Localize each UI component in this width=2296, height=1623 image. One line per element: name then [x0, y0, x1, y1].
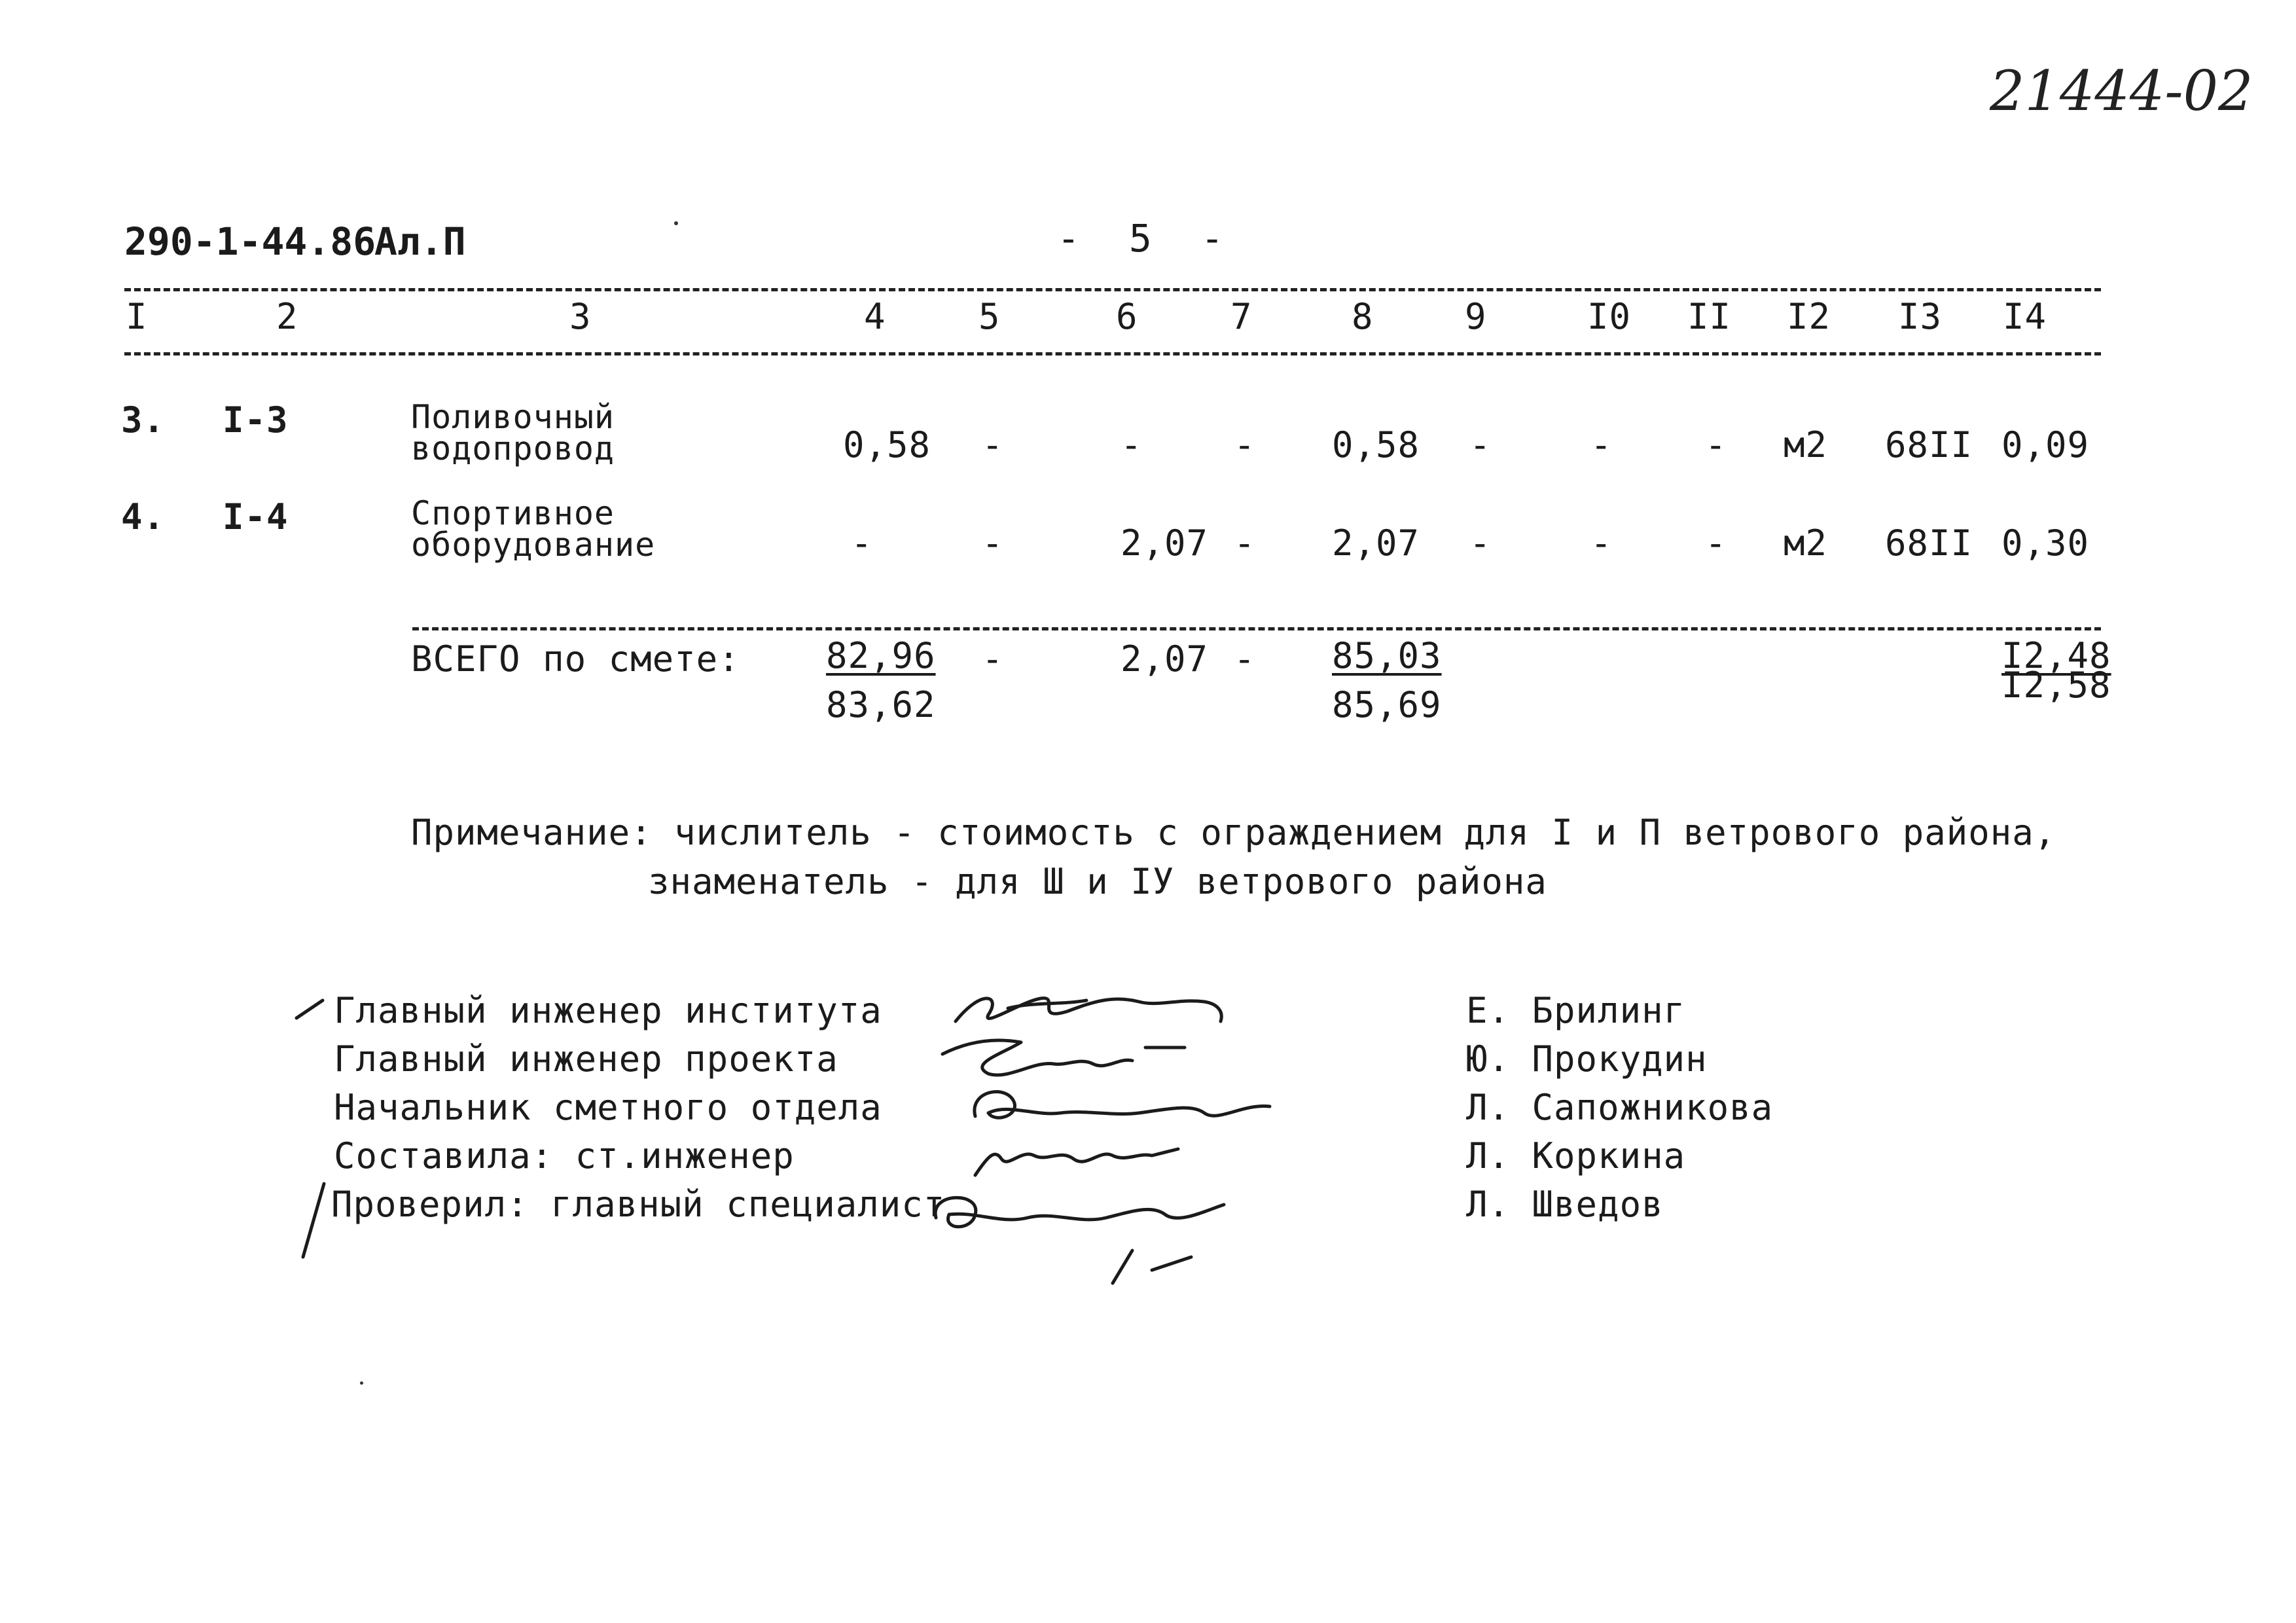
col-header-6: 6 — [1116, 296, 1138, 337]
cell-col10: - — [1590, 522, 1613, 564]
col-header-13: I3 — [1898, 296, 1943, 337]
total-col8-denominator: 85,69 — [1332, 684, 1442, 725]
table-header-rule — [124, 352, 2101, 356]
signatory-role: Проверил: главный специалист — [331, 1184, 946, 1225]
cell-col13: 68II — [1885, 522, 1973, 564]
cell-col11: - — [1705, 522, 1727, 564]
total-col4-numerator: 82,96 — [826, 635, 936, 676]
cell-col9: - — [1469, 424, 1492, 465]
cell-col4: - — [851, 522, 873, 564]
margin-tick-mark — [293, 995, 326, 1021]
row-code: I-3 — [223, 399, 289, 441]
cell-col13: 68II — [1885, 424, 1973, 465]
sheet-label: Ал.П — [374, 219, 466, 264]
page-number: - 5 - — [1057, 216, 1224, 261]
cell-col7: - — [1234, 522, 1256, 564]
signatory-role: Начальник сметного отдела — [334, 1087, 882, 1128]
row-name-line2: оборудование — [411, 526, 656, 564]
col-header-5: 5 — [978, 296, 1001, 337]
signatory-name: Л. Сапожникова — [1466, 1087, 1774, 1128]
signatory-name: Ю. Прокудин — [1466, 1038, 1708, 1080]
col-header-9: 9 — [1465, 296, 1487, 337]
signatory-role: Главный инженер проекта — [334, 1038, 838, 1080]
cell-col11: - — [1705, 424, 1727, 465]
margin-slash-mark — [298, 1178, 331, 1264]
total-col8-numerator: 85,03 — [1332, 635, 1442, 676]
total-col14-denominator: I2,58 — [2001, 665, 2111, 706]
col-header-8: 8 — [1352, 296, 1374, 337]
signatory-role: Составила: ст.инженер — [334, 1135, 795, 1176]
cell-col6: - — [1121, 424, 1143, 465]
row-name-line2: водопровод — [411, 429, 615, 467]
scan-speck — [674, 221, 678, 225]
total-rule — [412, 627, 2101, 630]
cell-col14: 0,30 — [2001, 522, 2090, 564]
row-number: 3. — [121, 399, 166, 441]
row-name-line1: Спортивное — [411, 494, 615, 532]
total-col5: - — [982, 638, 1004, 680]
archive-stamp: 21444-02 — [1990, 59, 2253, 123]
total-label: ВСЕГО по смете: — [411, 638, 740, 680]
signatory-name: Л. Шведов — [1466, 1184, 1664, 1225]
col-header-1: I — [126, 296, 148, 337]
scan-speck — [360, 1381, 363, 1385]
note-line-2: знаменатель - для Ш и IУ ветрового района — [648, 861, 1547, 902]
cell-col5: - — [982, 424, 1004, 465]
total-col6: 2,07 — [1121, 638, 1209, 680]
col-header-14: I4 — [2003, 296, 2047, 337]
note-line-1: Примечание: числитель - стоимость с ограждением для I и П ветрового района, — [411, 812, 2056, 853]
cell-col12: м2 — [1784, 522, 1828, 564]
cell-col8: 0,58 — [1332, 424, 1420, 465]
cell-col9: - — [1469, 522, 1492, 564]
cell-col7: - — [1234, 424, 1256, 465]
col-header-7: 7 — [1230, 296, 1253, 337]
table-top-rule — [124, 288, 2101, 291]
row-number: 4. — [121, 496, 166, 538]
col-header-12: I2 — [1787, 296, 1831, 337]
cell-col6: 2,07 — [1121, 522, 1209, 564]
col-header-11: II — [1687, 296, 1732, 337]
col-header-3: 3 — [569, 296, 592, 337]
row-name-line1: Поливочный — [411, 398, 615, 436]
handwritten-signature — [916, 1178, 1244, 1296]
col-header-4: 4 — [864, 296, 886, 337]
document-code: 290-1-44.86 — [124, 219, 376, 264]
cell-col10: - — [1590, 424, 1613, 465]
cell-col14: 0,09 — [2001, 424, 2090, 465]
signatory-name: Л. Коркина — [1466, 1135, 1686, 1176]
signatory-role: Главный инженер института — [334, 990, 882, 1031]
handwritten-signature — [956, 1077, 1296, 1136]
cell-col5: - — [982, 522, 1004, 564]
col-header-2: 2 — [276, 296, 298, 337]
total-col4-denominator: 83,62 — [826, 684, 936, 725]
total-col7: - — [1234, 638, 1256, 680]
col-header-10: I0 — [1587, 296, 1632, 337]
cell-col12: м2 — [1784, 424, 1828, 465]
row-code: I-4 — [223, 496, 289, 538]
total-col14-numerator: I2,48 — [2001, 635, 2111, 676]
signatory-name: Е. Брилинг — [1466, 990, 1686, 1031]
cell-col8: 2,07 — [1332, 522, 1420, 564]
cell-col4: 0,58 — [843, 424, 931, 465]
